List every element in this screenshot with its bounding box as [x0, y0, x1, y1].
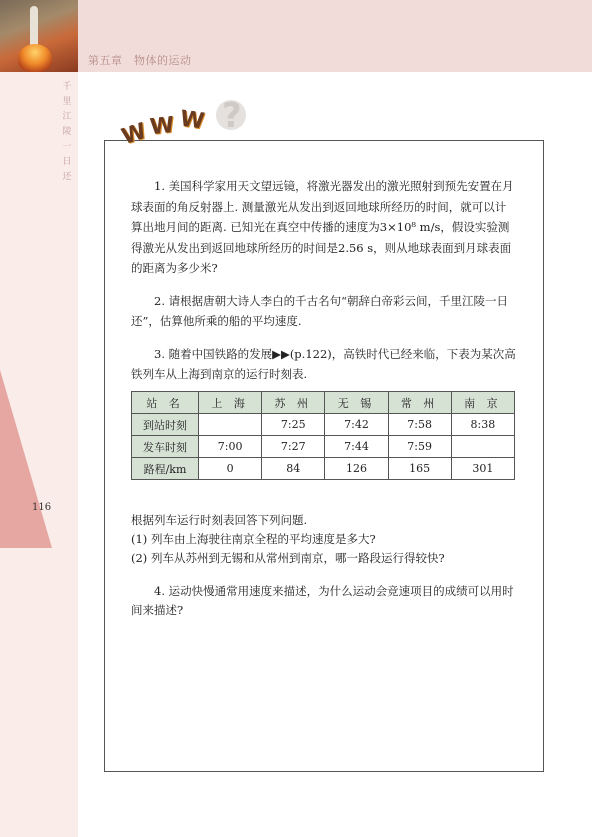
row-label: 路程/km: [132, 458, 199, 480]
table-header-cell: 常 州: [388, 392, 451, 414]
questions: [131, 176, 517, 385]
table-cell: 0: [199, 458, 262, 480]
table-cell: [199, 414, 262, 436]
table-cell: 7:44: [325, 436, 388, 458]
table-row: [132, 414, 515, 436]
table-intro: 根据列车运行时刻表回答下列问题.: [131, 513, 308, 527]
table-cell: 8:38: [451, 414, 514, 436]
table-cell: 165: [388, 458, 451, 480]
vertical-char: 千: [62, 82, 72, 92]
question-mark-icon: ?: [222, 96, 242, 136]
page-number: 116: [32, 502, 52, 513]
flame-icon: [18, 44, 52, 72]
vertical-char: 江: [62, 112, 72, 122]
table-cell: 7:25: [262, 414, 325, 436]
timetable: [131, 391, 515, 480]
table-header-cell: 南 京: [451, 392, 514, 414]
vertical-char: 一: [62, 142, 72, 152]
table-header-cell: 站 名: [132, 392, 199, 414]
table-header-cell: 上 海: [199, 392, 262, 414]
question-4: 4. 运动快慢通常用速度来描述，为什么运动会竞速项目的成绩可以用时间来描述?: [131, 584, 514, 617]
table-cell: 7:00: [199, 436, 262, 458]
rocket-launch-image: [0, 0, 78, 72]
row-label: 到站时刻: [132, 414, 199, 436]
logo-letter: W: [148, 112, 176, 141]
decorative-triangle: [0, 370, 52, 548]
chapter-title: 第五章 物体的运动: [88, 54, 192, 67]
vertical-char: 日: [62, 157, 72, 167]
vertical-char: 陵: [62, 127, 72, 137]
table-cell: 7:27: [262, 436, 325, 458]
table-questions: [131, 511, 517, 620]
table-cell: 7:58: [388, 414, 451, 436]
table-cell: 84: [262, 458, 325, 480]
logo-letter: W: [178, 106, 206, 135]
table-cell: 7:59: [388, 436, 451, 458]
vertical-char: 里: [62, 97, 72, 107]
table-row: [132, 436, 515, 458]
question-2: 2. 请根据唐朝大诗人李白的千古名句“朝辞白帝彩云间，千里江陵一日还”，估算他所乘的船的平均速度.: [131, 293, 509, 328]
www-logo: [118, 98, 248, 160]
vertical-title: [60, 80, 74, 185]
table-cell: 126: [325, 458, 388, 480]
vertical-char: 还: [62, 172, 72, 182]
question-3: 3. 随着中国铁路的发展▶▶(p.122)，高铁时代已经来临，下表为某次高铁列车从上海到南京的运行时刻表.: [131, 346, 516, 381]
table-row: [132, 458, 515, 480]
question-1: 1. 美国科学家用天文望远镜，将激光器发出的激光照射到预先安置在月球表面的角反射器上. 测量激光从发出到返回地球所经历的时间，就可以计算出地月间的距离. 已知光在真空中传播的速度为3×10⁸ m/s，假设实验测得激光从发出到返回地球所经历的时间是2.56 s，则从地球表面到月球表面的距离为多少米?: [131, 179, 514, 275]
table-header-cell: 无 锡: [325, 392, 388, 414]
table-cell: 7:42: [325, 414, 388, 436]
table-header-row: [132, 392, 515, 414]
table-cell: [451, 436, 514, 458]
table-header-cell: 苏 州: [262, 392, 325, 414]
table-cell: 301: [451, 458, 514, 480]
row-label: 发车时刻: [132, 436, 199, 458]
logo-letter: W: [118, 118, 150, 151]
table-question-2: (2) 列车从苏州到无锡和从常州到南京，哪一路段运行得较快?: [131, 551, 445, 565]
table-question-1: (1) 列车由上海驶往南京全程的平均速度是多大?: [131, 532, 376, 546]
